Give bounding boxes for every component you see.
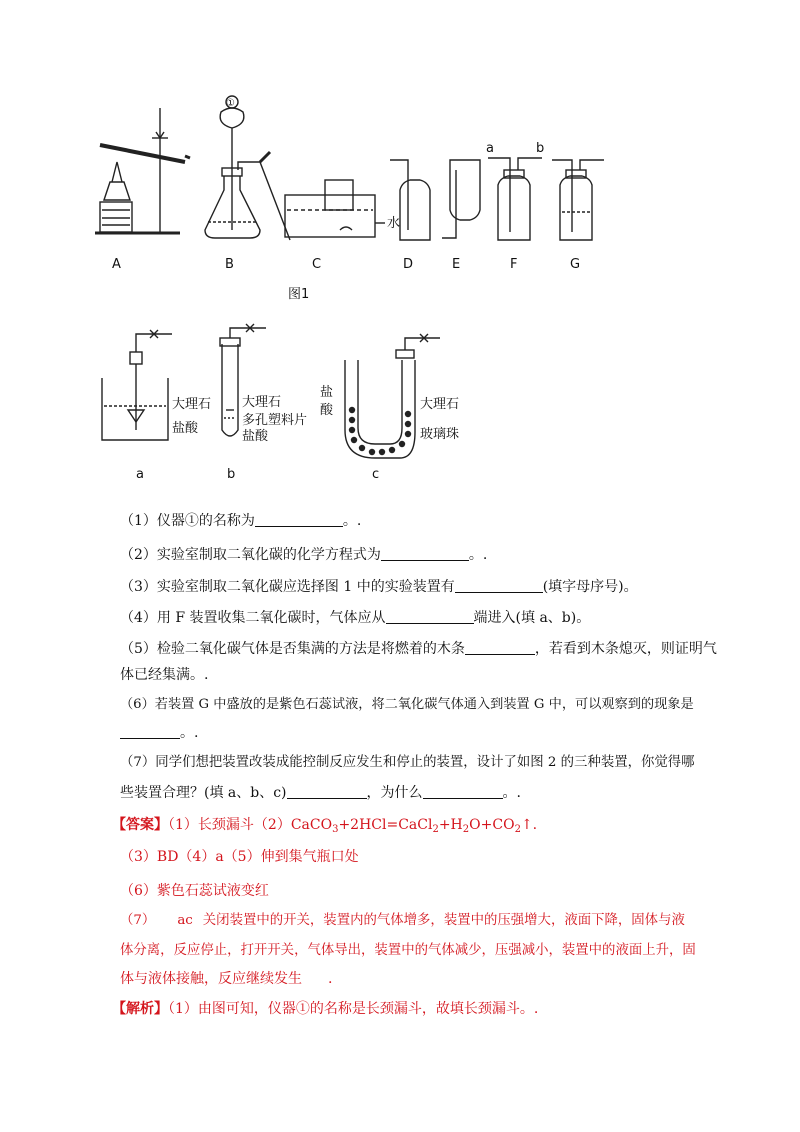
answer-blank[interactable]	[287, 784, 367, 799]
question-4: （4）用 F 装置收集二氧化碳时，气体应从 端进入(填 a、b)。	[120, 610, 591, 626]
question-2: （2）实验室制取二氧化碳的化学方程式为 。.	[120, 547, 488, 563]
apparatus-f	[488, 158, 542, 240]
design-label-b: b	[227, 467, 236, 482]
answer-blank[interactable]	[120, 724, 180, 739]
water-label: 水	[387, 216, 401, 231]
marker-label: ①	[226, 98, 235, 109]
label-f: F	[510, 257, 518, 272]
design-a-marble: 大理石	[172, 397, 212, 412]
apparatus-c	[285, 180, 385, 237]
label-a: A	[112, 257, 121, 272]
answer-line-4: （7） ac 关闭装置中的开关，装置内的气体增多，装置中的压强增大，液面下降，固体与液	[120, 913, 685, 928]
answer-line-5: 体分离，反应停止，打开开关，气体导出，装置中的气体减少，压强减小，装置中的液面上升，固	[120, 943, 696, 958]
design-a	[102, 330, 172, 440]
answer-blank[interactable]	[455, 578, 543, 593]
port-a-label: a	[486, 141, 494, 156]
question-7: （7）同学们想把装置改装成能控制反应发生和停止的装置，设计了如图 2 的三种装置，你觉得哪	[120, 755, 695, 770]
design-label-a: a	[136, 467, 144, 482]
apparatus-b	[205, 96, 290, 240]
label-c: C	[312, 257, 322, 272]
apparatus-e	[442, 160, 480, 238]
apparatus-a	[95, 108, 190, 233]
question-3: （3）实验室制取二氧化碳应选择图 1 中的实验装置有 (填字母序号)。	[120, 579, 638, 595]
question-6: （6）若装置 G 中盛放的是紫色石蕊试液，将二氧化碳气体通入到装置 G 中，可以观察到的现象是	[120, 697, 694, 712]
design-c-acid-1: 盐	[320, 385, 334, 400]
figure-1-apparatus	[90, 90, 620, 305]
label-e: E	[452, 257, 461, 272]
label-d: D	[403, 257, 414, 272]
design-c-acid-2: 酸	[320, 403, 334, 418]
question-6-line-2: 。.	[120, 722, 700, 744]
label-g: G	[570, 257, 581, 272]
design-c-beads: 玻璃珠	[420, 427, 460, 442]
question-5: （5）检验二氧化碳气体是否集满的方法是将燃着的木条 ，若看到木条熄灭，则证明气	[120, 641, 717, 657]
design-b-plate: 多孔塑料片	[242, 413, 308, 428]
design-label-c: c	[372, 467, 380, 482]
question-7-line-2: 些装置合理？(填 a、b、c) ，为什么 。.	[120, 785, 521, 801]
question-1: （1）仪器①的名称为 。.	[120, 513, 362, 529]
design-b-marble: 大理石	[242, 395, 282, 410]
label-b: B	[225, 257, 234, 272]
answer-blank[interactable]	[255, 512, 343, 527]
answer-blank[interactable]	[386, 609, 474, 624]
answer-blank[interactable]	[423, 784, 503, 799]
answer-blank[interactable]	[465, 640, 535, 655]
answer-line-1: 【答案】（1）长颈漏斗$(2)CaCO_3+2HCl=CaCl_2+H_2O+CO_2↑$.	[112, 817, 538, 835]
design-c-marble: 大理石	[420, 397, 460, 412]
answer-line-3: （6）紫色石蕊试液变红	[120, 883, 269, 899]
figure-1-caption: 图1	[288, 287, 310, 302]
question-5-line-2: 体已经集满。.	[120, 667, 209, 683]
answer-blank[interactable]	[381, 546, 469, 561]
port-b-label: b	[536, 141, 545, 156]
apparatus-g	[552, 160, 604, 240]
design-a-acid: 盐酸	[172, 421, 199, 436]
answer-line-6: 体与液体接触，反应继续发生 .	[120, 971, 333, 987]
analysis-line: 【解析】（1）由图可知，仪器①的名称是长颈漏斗，故填长颈漏斗。.	[112, 1001, 539, 1017]
answer-line-2: （3）BD（4）a（5）伸到集气瓶口处	[120, 849, 359, 865]
figure-2-designs	[90, 320, 510, 485]
design-b-acid: 盐酸	[242, 429, 269, 444]
